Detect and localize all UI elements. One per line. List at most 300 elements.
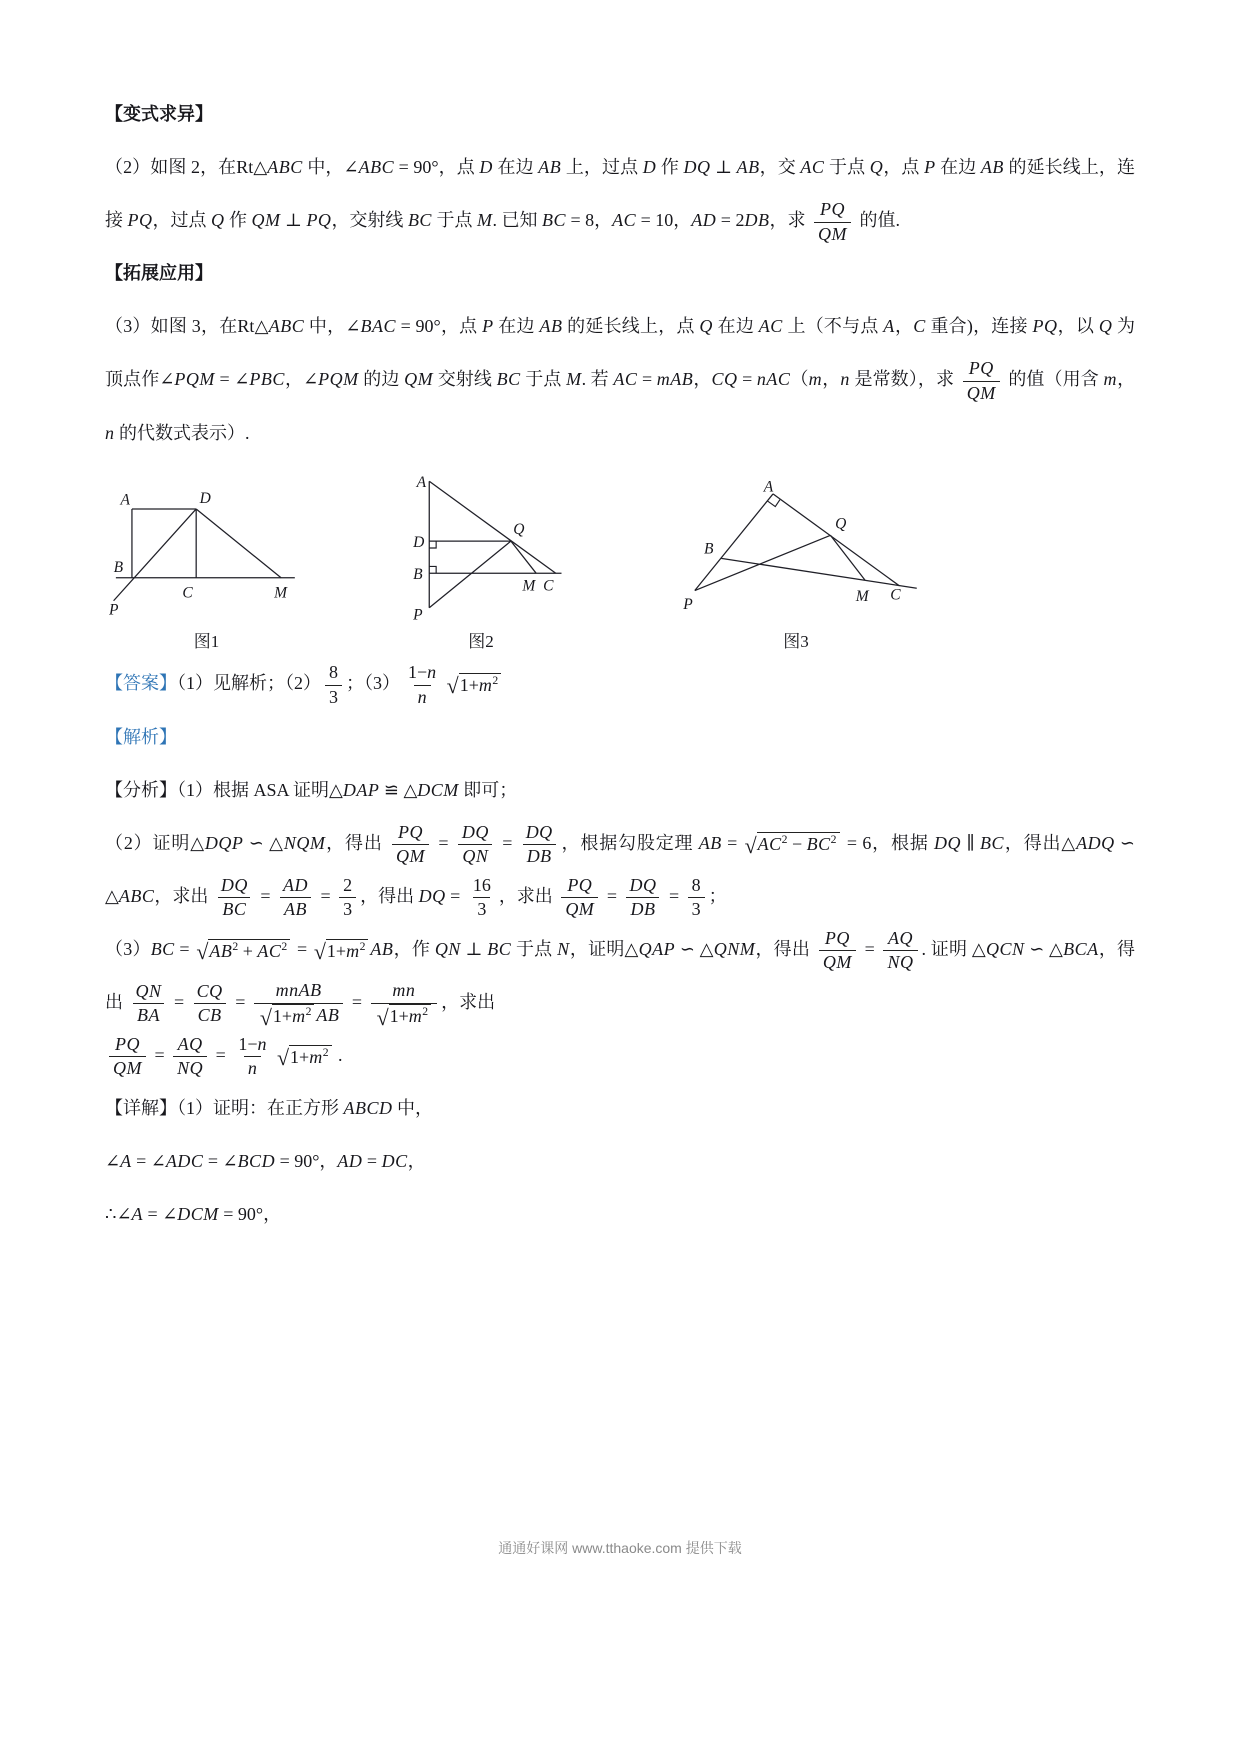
math-text: A bbox=[883, 316, 895, 337]
math-text: QN bbox=[135, 981, 162, 1001]
text-run: 上，过点 bbox=[561, 157, 643, 178]
text-run: . 若 bbox=[581, 369, 614, 390]
math-text: BC bbox=[407, 210, 432, 231]
paragraph bbox=[105, 1029, 1135, 1082]
text-run: = bbox=[362, 1151, 382, 1172]
math-text: C bbox=[913, 316, 926, 337]
text-run: = ∠ bbox=[131, 1151, 166, 1172]
math-text: ABCD bbox=[343, 1098, 393, 1119]
text-run: ⊥ bbox=[460, 938, 488, 959]
math-text: PQ bbox=[306, 210, 332, 231]
sqrt-expression bbox=[260, 1004, 315, 1028]
math-text: BA bbox=[137, 1005, 160, 1026]
fraction bbox=[404, 661, 441, 709]
math-text: PQ bbox=[567, 874, 593, 895]
text-run: ， bbox=[894, 316, 914, 337]
text-run: （1）见解析；（2） bbox=[177, 673, 321, 694]
text-run: = ∠ bbox=[203, 1151, 238, 1172]
text-run: （2）如图 2，在Rt△ bbox=[105, 157, 268, 178]
superscript: 2 bbox=[305, 1005, 312, 1019]
math-text: mnAB bbox=[275, 980, 322, 1001]
footer-text: 通通好课网 www.tthaoke.com 提供下载 bbox=[498, 1540, 742, 1556]
vertex-label-P: P bbox=[413, 605, 423, 623]
fraction bbox=[339, 874, 356, 922]
text-run: 中，∠ bbox=[304, 316, 361, 337]
fraction bbox=[371, 979, 438, 1028]
math-text: DB bbox=[526, 846, 552, 867]
sqrt-expression bbox=[196, 939, 290, 963]
superscript: 2 bbox=[232, 939, 239, 953]
text-run: 是常数），求 bbox=[849, 369, 959, 390]
text-run: = 2 bbox=[716, 210, 745, 231]
text-run: = bbox=[150, 1045, 170, 1066]
math-text: AC bbox=[757, 834, 782, 855]
figure-line bbox=[511, 541, 536, 573]
paragraph bbox=[105, 1135, 1135, 1188]
math-text: DQ bbox=[525, 821, 553, 842]
math-text: QM bbox=[822, 952, 852, 973]
text-run: ≌ △ bbox=[379, 779, 418, 800]
text-run: = bbox=[433, 832, 454, 853]
math-text: QCN bbox=[985, 938, 1025, 959]
math-text: DB bbox=[744, 210, 770, 231]
figure-line bbox=[196, 509, 281, 578]
math-text: mn bbox=[392, 980, 416, 1001]
fraction bbox=[819, 927, 856, 975]
math-text: N bbox=[557, 938, 570, 959]
math-text: D bbox=[642, 157, 657, 178]
math-text: AB bbox=[284, 899, 307, 920]
superscript: 2 bbox=[422, 1005, 429, 1019]
fraction bbox=[625, 874, 660, 922]
math-text: PQ bbox=[127, 210, 153, 231]
paragraph bbox=[105, 923, 1135, 1029]
text-run: = bbox=[230, 992, 250, 1013]
vertex-label-A: A bbox=[120, 491, 130, 509]
math-text: DAP bbox=[342, 779, 380, 800]
math-text: nAC bbox=[756, 369, 791, 390]
figure-1 bbox=[109, 488, 304, 654]
text-run: ，得出 bbox=[105, 938, 1136, 1013]
text-run: = bbox=[637, 369, 657, 390]
text-run: ，求 bbox=[769, 210, 810, 231]
text-run: 重合)，连接 bbox=[925, 316, 1033, 337]
right-angle-mark bbox=[767, 499, 780, 506]
figure-1-drawing bbox=[109, 488, 304, 624]
math-text: mAB bbox=[656, 369, 694, 390]
fraction bbox=[109, 1033, 146, 1081]
radical-sign-icon: √ bbox=[196, 938, 209, 964]
figure-3-drawing bbox=[658, 480, 934, 624]
vertex-label-B: B bbox=[413, 565, 423, 583]
radical-sign-icon: √ bbox=[376, 1004, 389, 1030]
math-text: PQ bbox=[115, 1034, 140, 1055]
section-heading bbox=[105, 88, 1135, 141]
text-run: （ bbox=[790, 369, 809, 390]
text-run: 中， bbox=[392, 1098, 433, 1119]
text-run: 于点 bbox=[511, 938, 558, 959]
text-run: ⊥ bbox=[710, 157, 737, 178]
math-text: QM bbox=[251, 210, 281, 231]
math-text: QNM bbox=[713, 938, 756, 959]
fraction bbox=[469, 874, 495, 922]
figure-line bbox=[429, 541, 511, 608]
text-run: = bbox=[347, 992, 367, 1013]
math-text: M bbox=[476, 210, 493, 231]
math-text: QN bbox=[434, 938, 461, 959]
text-run: ；（3） bbox=[346, 673, 400, 694]
math-text: ADQ bbox=[1076, 832, 1115, 853]
math-text: AC bbox=[800, 157, 825, 178]
text-run: 3 bbox=[691, 899, 701, 920]
text-run: 【变式求异】 bbox=[105, 104, 213, 124]
fraction bbox=[963, 357, 1000, 405]
text-run: = bbox=[174, 938, 195, 959]
math-text: AD bbox=[283, 874, 308, 895]
math-text: DQP bbox=[204, 832, 244, 853]
text-run: = 90°，点 bbox=[395, 316, 483, 337]
math-text: m bbox=[408, 1006, 423, 1027]
page-footer bbox=[0, 1538, 1240, 1558]
text-run: ∠ bbox=[105, 1151, 121, 1172]
math-text: PBC bbox=[249, 369, 285, 390]
text-run: 在边 bbox=[935, 157, 981, 178]
text-run: ，得出 bbox=[325, 832, 389, 853]
vertex-label-M: M bbox=[522, 577, 536, 595]
text-run: 于点 bbox=[520, 369, 567, 390]
radical-sign-icon: √ bbox=[276, 1045, 290, 1071]
math-text: CQ bbox=[196, 981, 223, 1001]
text-run: 【分析】（1）根据 ASA 证明△ bbox=[105, 779, 343, 800]
fraction bbox=[458, 821, 493, 869]
math-text: PQ bbox=[398, 821, 424, 842]
paragraph bbox=[105, 657, 1135, 710]
text-run: （3）如图 3，在Rt△ bbox=[105, 316, 269, 337]
right-angle-mark bbox=[429, 541, 436, 548]
math-text: BC bbox=[496, 369, 521, 390]
math-text: AB bbox=[980, 157, 1004, 178]
text-run: ⊥ bbox=[280, 210, 307, 231]
math-text: QAP bbox=[638, 938, 676, 959]
text-run: = bbox=[316, 885, 336, 906]
math-text: QM bbox=[817, 223, 847, 244]
math-text: ADC bbox=[165, 1151, 204, 1172]
vertex-label-P: P bbox=[109, 601, 119, 619]
fraction bbox=[217, 874, 252, 922]
superscript: 2 bbox=[830, 833, 837, 847]
math-text: BC bbox=[150, 938, 175, 959]
text-run: + bbox=[238, 940, 258, 961]
text-run: = 8， bbox=[565, 210, 613, 231]
text-run: ，得出 bbox=[360, 885, 419, 906]
paragraph bbox=[105, 300, 1135, 459]
text-run: = 6，根据 bbox=[841, 832, 935, 853]
text-run: 3 bbox=[343, 899, 353, 920]
math-text: DQ bbox=[629, 874, 657, 895]
fraction bbox=[522, 821, 557, 869]
math-text: BC bbox=[806, 834, 831, 855]
sqrt-expression bbox=[314, 939, 369, 963]
text-run: = bbox=[255, 885, 275, 906]
sqrt-expression bbox=[447, 673, 502, 697]
math-text: m bbox=[1103, 369, 1117, 390]
text-run: ，交 bbox=[759, 157, 801, 178]
superscript: 2 bbox=[281, 939, 288, 953]
figure-caption: 图3 bbox=[783, 631, 809, 651]
math-text: QM bbox=[565, 899, 595, 920]
text-run: ，以 bbox=[1057, 316, 1099, 337]
paragraph bbox=[105, 1188, 1135, 1241]
vertex-label-C: C bbox=[182, 583, 193, 601]
fraction bbox=[279, 874, 312, 922]
fraction bbox=[193, 980, 227, 1028]
math-text: D bbox=[479, 157, 493, 178]
text-run: ∥ bbox=[961, 832, 981, 853]
math-text: Q bbox=[699, 316, 713, 337]
text-run: = bbox=[721, 832, 743, 853]
vertex-label-M: M bbox=[274, 583, 288, 601]
fraction bbox=[392, 821, 429, 869]
math-text: AB bbox=[316, 1004, 340, 1025]
text-run: 1+ bbox=[272, 1006, 293, 1027]
text-run: . bbox=[333, 1045, 343, 1066]
math-text: m bbox=[309, 1046, 323, 1067]
text-run: ，过点 bbox=[152, 210, 211, 231]
text-run: = bbox=[211, 1045, 231, 1066]
text-run: 在边 bbox=[492, 157, 539, 178]
math-text: AB bbox=[539, 316, 563, 337]
math-text: BCA bbox=[1063, 938, 1099, 959]
text-run: = 90°， bbox=[275, 1151, 338, 1172]
math-text: n bbox=[257, 1034, 267, 1055]
text-run: 即可； bbox=[458, 779, 518, 800]
vertex-label-M: M bbox=[855, 587, 869, 605]
text-run: = bbox=[602, 885, 622, 906]
fraction bbox=[883, 927, 917, 975]
math-text: BC bbox=[980, 832, 1005, 853]
text-run: ∽ △ bbox=[105, 832, 1136, 906]
radical-sign-icon: √ bbox=[259, 1004, 272, 1030]
fraction bbox=[173, 1033, 207, 1081]
text-run: 在边 bbox=[493, 316, 540, 337]
text-run: ，根据勾股定理 bbox=[560, 832, 699, 853]
figure-caption: 图2 bbox=[468, 631, 494, 651]
superscript: 2 bbox=[322, 1045, 329, 1059]
text-run: 8 bbox=[329, 662, 338, 683]
document-body bbox=[105, 88, 1135, 1241]
math-text: DCM bbox=[417, 779, 459, 800]
text-run: ，求出 bbox=[154, 885, 213, 906]
text-run: 的边 bbox=[358, 369, 405, 390]
math-text: DCM bbox=[177, 1204, 219, 1225]
text-run: 在边 bbox=[712, 316, 759, 337]
math-text: m bbox=[292, 1006, 306, 1027]
math-text: PQ bbox=[824, 927, 850, 948]
math-text: PQ bbox=[819, 199, 845, 220]
text-run: = bbox=[169, 992, 189, 1013]
figure-line bbox=[773, 494, 900, 586]
figure-caption: 图1 bbox=[193, 631, 220, 651]
figure-2-drawing bbox=[389, 472, 573, 624]
text-run: （3） bbox=[105, 938, 151, 959]
section-label: 【答案】 bbox=[105, 673, 177, 694]
math-text: n bbox=[417, 686, 428, 707]
text-run: ， bbox=[693, 369, 712, 390]
math-text: AB bbox=[209, 940, 233, 961]
math-text: NQ bbox=[177, 1058, 204, 1079]
math-text: ABC bbox=[267, 157, 303, 178]
math-text: DQ bbox=[683, 157, 711, 178]
text-run: = bbox=[859, 938, 880, 959]
math-text: A bbox=[120, 1151, 132, 1172]
text-run: = bbox=[445, 885, 465, 906]
text-run: ，点 bbox=[883, 157, 925, 178]
math-text: BCD bbox=[237, 1151, 276, 1172]
text-run: . 证明 △ bbox=[921, 938, 986, 959]
math-text: n bbox=[840, 369, 850, 390]
fraction bbox=[561, 874, 598, 922]
paragraph bbox=[105, 764, 1135, 817]
vertex-label-C: C bbox=[890, 586, 901, 604]
text-run: 于点 bbox=[431, 210, 477, 231]
text-run: ，得出 bbox=[755, 938, 815, 959]
math-text: QM bbox=[396, 846, 426, 867]
fraction bbox=[234, 1033, 271, 1081]
math-text: BC bbox=[222, 899, 247, 920]
math-text: AQ bbox=[177, 1034, 203, 1055]
text-run: 1+ bbox=[326, 940, 347, 961]
text-run: = bbox=[292, 938, 312, 959]
vertex-label-Q: Q bbox=[835, 515, 847, 533]
text-run: 的延长线上，连接 bbox=[105, 157, 1135, 231]
text-run: ∴∠ bbox=[105, 1204, 132, 1225]
text-run: = 90°， bbox=[218, 1204, 282, 1225]
math-text: BAC bbox=[360, 316, 396, 337]
math-text: AD bbox=[337, 1151, 363, 1172]
math-text: Q bbox=[869, 157, 884, 178]
vertex-label-A: A bbox=[763, 479, 774, 496]
text-run: 中，∠ bbox=[302, 157, 359, 178]
math-text: m bbox=[478, 675, 493, 696]
text-run: 交射线 bbox=[433, 369, 497, 390]
vertex-label-B: B bbox=[704, 540, 714, 558]
math-text: QM bbox=[113, 1058, 142, 1079]
math-text: NQM bbox=[283, 832, 326, 853]
text-run: 【详解】（1）证明：在正方形 bbox=[105, 1098, 344, 1119]
math-text: AQ bbox=[887, 927, 913, 948]
text-run: ，交射线 bbox=[331, 210, 408, 231]
math-text: AD bbox=[691, 210, 717, 231]
text-run: 1− bbox=[238, 1034, 258, 1055]
text-run: 为顶点作∠ bbox=[105, 316, 1136, 390]
math-text: ABC bbox=[268, 316, 305, 337]
text-run: 1+ bbox=[459, 675, 479, 696]
math-text: CQ bbox=[711, 369, 738, 390]
text-run: = 10， bbox=[636, 210, 692, 231]
paragraph bbox=[105, 141, 1135, 247]
math-text: AB bbox=[698, 832, 722, 853]
vertex-label-D: D bbox=[199, 489, 211, 507]
radical-sign-icon: √ bbox=[313, 938, 326, 964]
math-text: AC bbox=[758, 316, 783, 337]
text-run: = ∠ bbox=[143, 1204, 178, 1225]
text-run: ，∠ bbox=[284, 369, 319, 390]
math-text: PQ bbox=[968, 358, 994, 379]
math-text: QM bbox=[966, 382, 996, 403]
text-run: ，作 bbox=[393, 938, 435, 959]
math-text: BC bbox=[541, 210, 566, 231]
math-text: m bbox=[808, 369, 823, 390]
radical-sign-icon: √ bbox=[744, 832, 757, 858]
math-text: n bbox=[427, 662, 437, 683]
paragraph bbox=[105, 711, 1135, 764]
sqrt-expression bbox=[745, 832, 840, 856]
text-run: 3 bbox=[477, 899, 487, 920]
figure-row bbox=[105, 472, 1135, 654]
sqrt-expression bbox=[377, 1004, 432, 1028]
text-run: 作 bbox=[656, 157, 684, 178]
text-run: 1− bbox=[408, 662, 428, 683]
sqrt-expression bbox=[277, 1045, 332, 1069]
math-text: A bbox=[131, 1204, 144, 1225]
section-label: 【解析】 bbox=[105, 726, 177, 747]
fraction bbox=[325, 661, 342, 709]
math-text: n bbox=[105, 422, 115, 443]
paragraph bbox=[105, 817, 1135, 923]
superscript: 2 bbox=[492, 674, 499, 688]
text-run: = 90°，点 bbox=[394, 157, 480, 178]
text-run: 8 bbox=[691, 874, 701, 895]
figure-line bbox=[721, 558, 917, 588]
math-text: DQ bbox=[220, 874, 248, 895]
text-run: ，求出 bbox=[441, 992, 496, 1013]
text-run: ，得出△ bbox=[1004, 832, 1077, 853]
math-text: n bbox=[247, 1058, 258, 1079]
paragraph bbox=[105, 1082, 1135, 1135]
math-text: PQM bbox=[318, 369, 359, 390]
text-run: （2）证明△ bbox=[105, 832, 205, 853]
text-run: 上（不与点 bbox=[782, 316, 884, 337]
text-run: = bbox=[496, 832, 518, 853]
text-run: ∽ △ bbox=[675, 938, 714, 959]
math-text: AB bbox=[736, 157, 760, 178]
math-text: PQ bbox=[1032, 316, 1058, 337]
math-text: AC bbox=[613, 369, 638, 390]
figure-3 bbox=[658, 480, 934, 654]
math-text: CB bbox=[197, 1005, 222, 1026]
math-text: ABC bbox=[358, 157, 395, 178]
text-run: 作 bbox=[224, 210, 252, 231]
text-run: . 已知 bbox=[492, 210, 542, 231]
text-run: = ∠ bbox=[214, 369, 250, 390]
text-run: 1+ bbox=[389, 1006, 409, 1027]
text-run: 的延长线上，点 bbox=[562, 316, 700, 337]
math-text: NQ bbox=[887, 952, 914, 973]
vertex-label-A: A bbox=[416, 473, 427, 491]
math-text: QN bbox=[462, 846, 489, 867]
figure-2 bbox=[389, 472, 573, 654]
math-text: BC bbox=[487, 938, 512, 959]
text-run: 1+ bbox=[290, 1046, 310, 1067]
superscript: 2 bbox=[359, 939, 366, 953]
math-text: Q bbox=[211, 210, 225, 231]
math-text: P bbox=[482, 316, 494, 337]
text-run: ，证明△ bbox=[569, 938, 639, 959]
vertex-label-C: C bbox=[543, 577, 554, 595]
radical-sign-icon: √ bbox=[446, 673, 459, 699]
section-heading bbox=[105, 247, 1135, 300]
math-text: P bbox=[924, 157, 936, 178]
